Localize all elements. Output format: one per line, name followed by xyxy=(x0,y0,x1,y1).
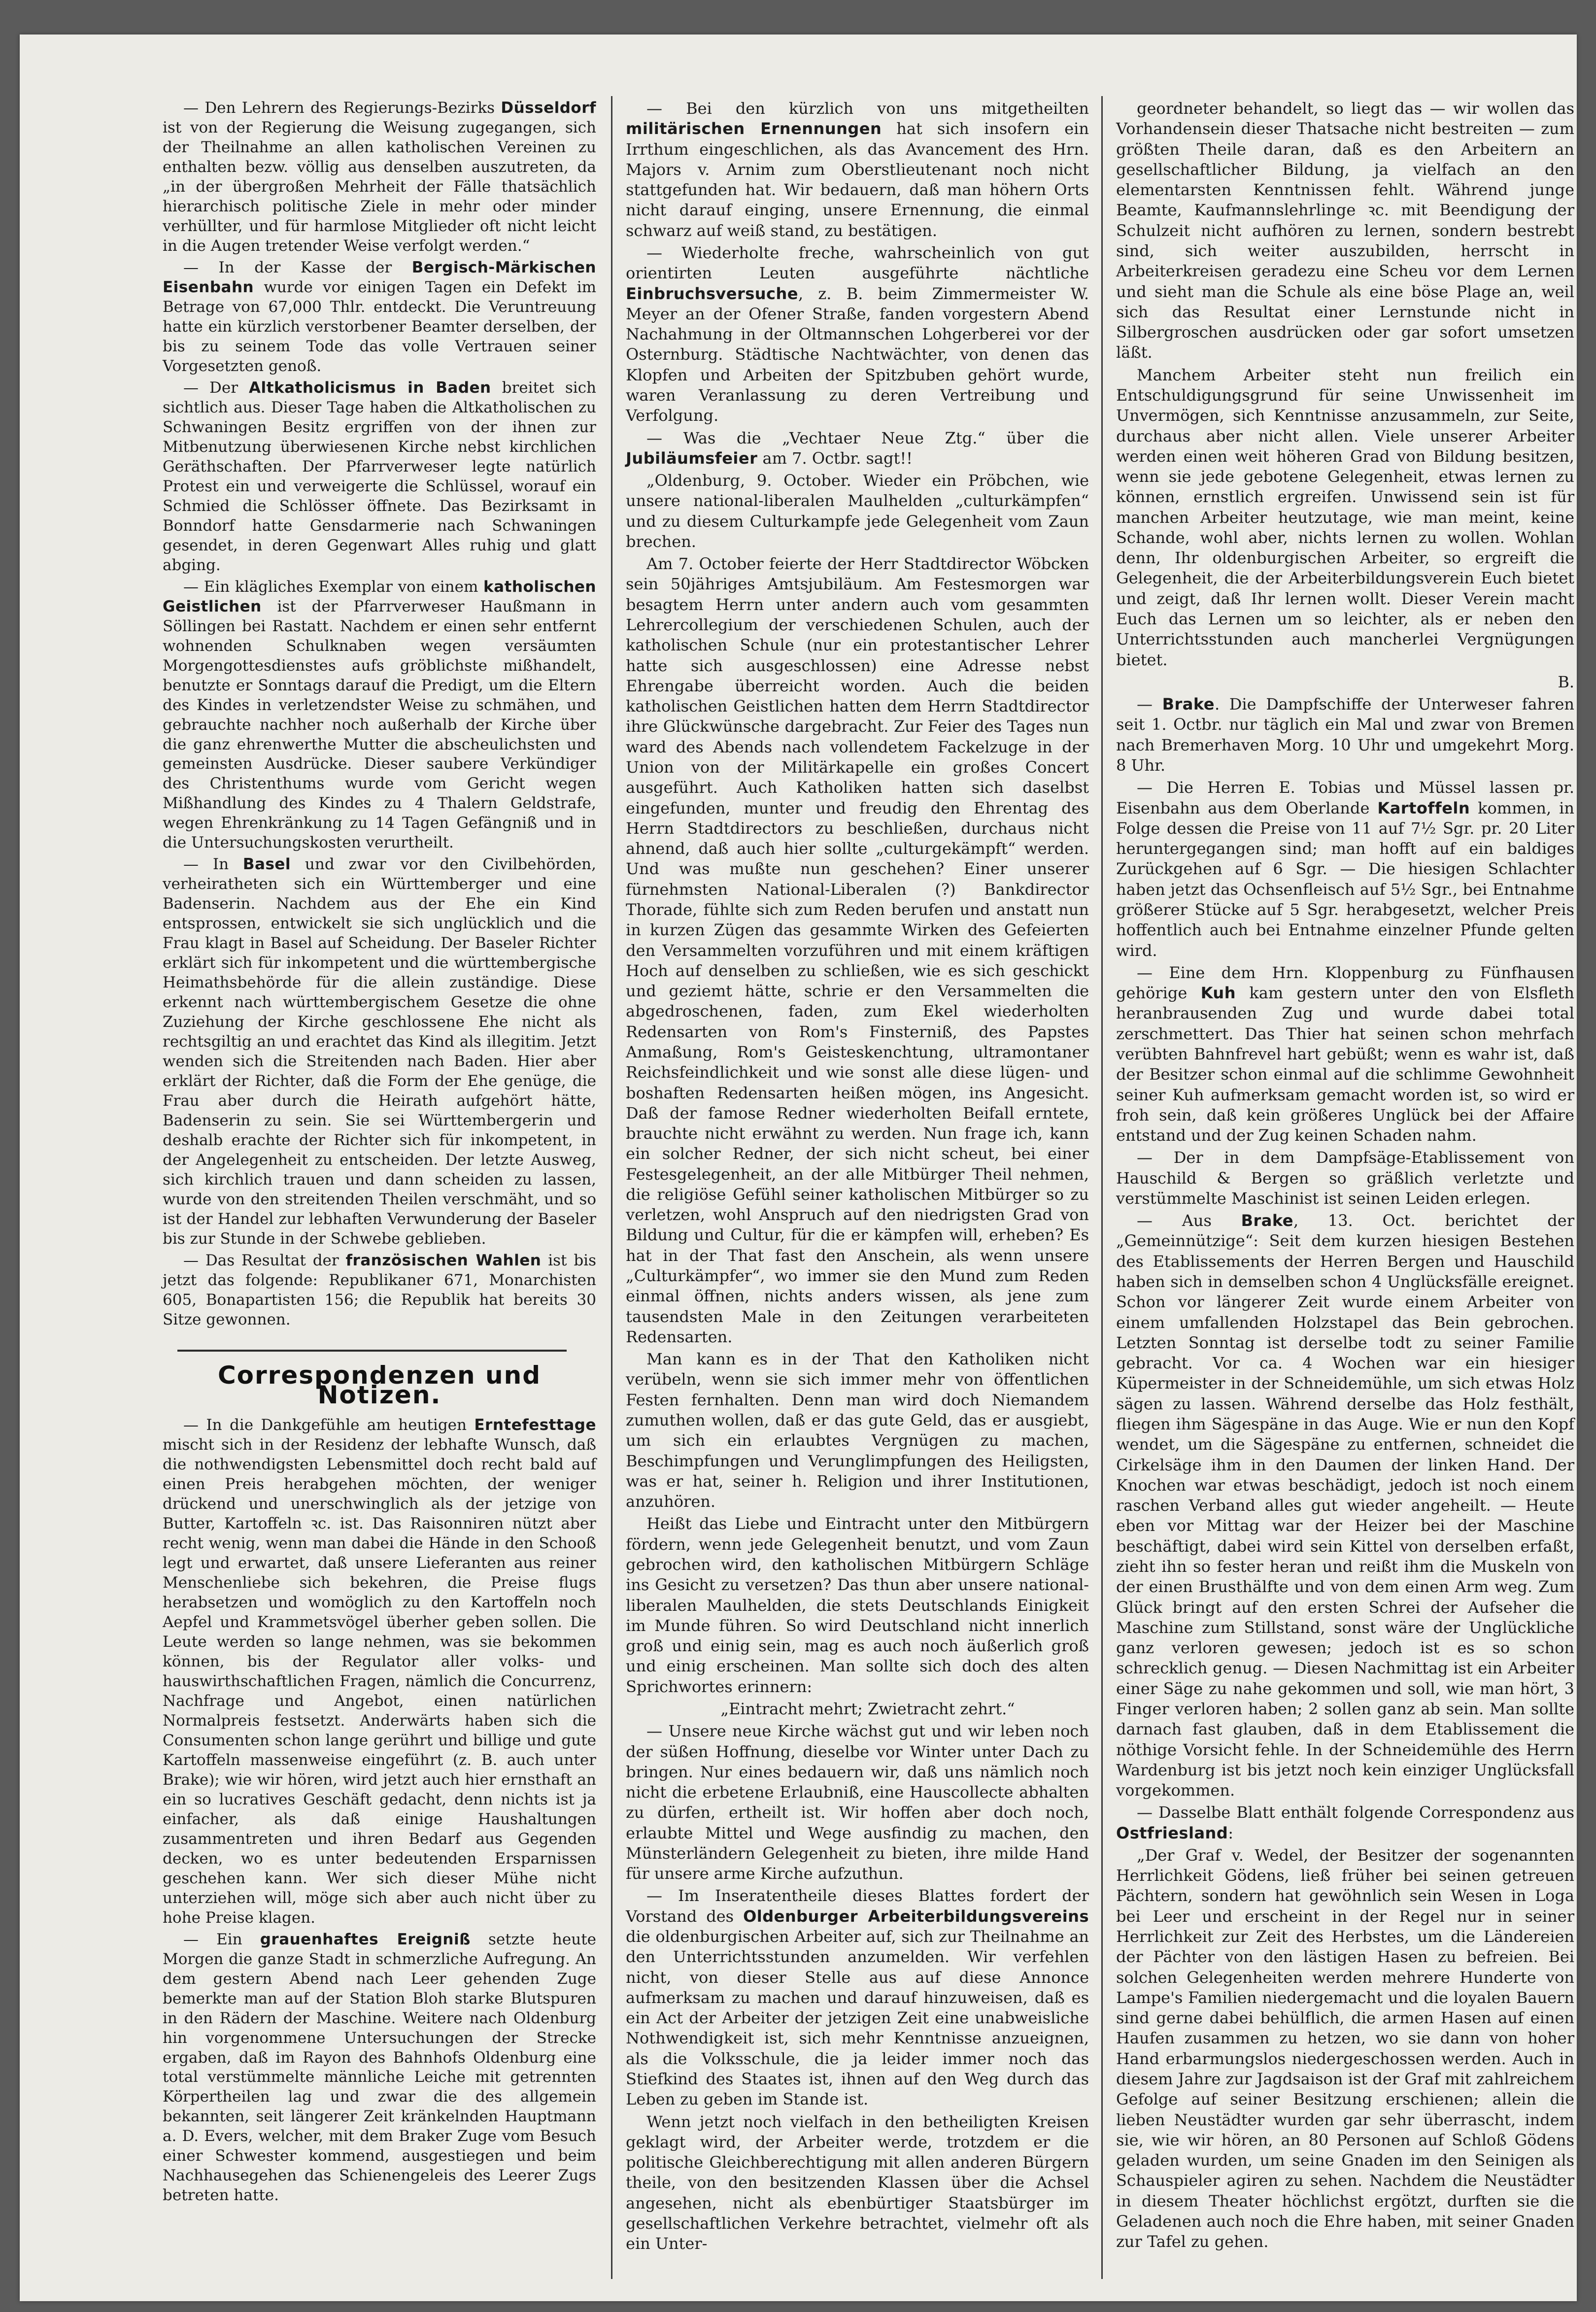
paragraph-text: Am 7. October feierte der Herr Stadtdirector Wöbcken sein 50jähriges Amtsjubiläum. Am Festesmorgen war besagtem Herrn unter andern auch vom gesammten Lehrercollegium der verschiedenen Schulen, auch der katholischen Schule (nur ein protestantischer Lehrer hatte sich ausgeschlossen) eine Adresse nebst Ehrengabe überreicht worden. Auch die beiden katholischen Geistlichen hatten dem Herrn Stadtdirector ihre Glückwünsche dargebracht. Zur Feier des Tages nun ward des Abends nach vollendetem Fackelzuge in der Union von der Militärkapelle ein großes Concert ausgeführt. Auch Katholiken hatten sich daselbst eingefunden, munter und freudig den Ehrentag des Herrn Stadtdirectors zu beschließen, durchaus nicht ahnend, daß auch hier sollte „culturgekämpft“ werden. Und was mußte nun geschehen? Einer unserer fürnehmsten National-Liberalen (?) Bankdirector Thorade, fühlte sich zum Reden berufen und anstatt nun in kurzen Zügen das gesammte Wirken des Gefeierten den Versammelten vorzuführen und mit einem kräftigen Hoch auf denselben zu schließen, wie es sich geschickt und geziemt hätte, schrie er den Versammelten die abgedroschenen, faden, zum Ekel wiederholten Redensarten von Rom's Finsterniß, des Papstes Anmaßung, Rom's Geisteskenchtung, ultramontaner Reichsfeindlichkeit und wie sonst alle diese lügen- und boshaften Redensarten heißen mögen, ins Angesicht. Daß der famose Redner wiederholten Beifall erntete, brauchte nicht erwähnt zu werden. Nun frage ich, kann ein solcher Redner, der sich nicht scheut, bei einer Festesgelegenheit, an der alle Mitbürger Theil nehmen, die religiöse Gefühl seiner katholischen Mitbürger so zu verletzen, wohl Anspruch auf den niedrigsten Grad von Bildung und Cultur, für die er kämpfen will, erheben? Es hat in der That fast den Anschein, als wenn unsere „Culturkämpfer“, wo immer sie den Mund zum Reden einmal öffnen, nichts anders wissen, als jene zum tausendsten Male in den Zeitungen verarbeiteten Redensarten. xyxy=(626,554,1089,1346)
paragraph-text: hat sich insofern ein Irrthum eingeschlichen, als das Avancement des Hrn. Majors v. Arnim zum Oberstlieutenant noch nicht stattgefunden hat. Wir bedauern, daß man höhern Orts nicht darauf einging, unsere Ernennung, die einmal schwarz auf weiß stand, zu bestätigen. xyxy=(626,119,1089,240)
paragraph-headline: Jubiläumsfeier xyxy=(626,448,758,468)
paragraph-intro: — xyxy=(1137,695,1162,714)
article-paragraph xyxy=(163,578,596,853)
paragraph-intro: — Aus xyxy=(1137,1211,1241,1230)
article-paragraph xyxy=(1116,694,1574,776)
column-3 xyxy=(1116,99,1574,2277)
article-paragraph xyxy=(626,471,1089,552)
article-paragraph xyxy=(1116,963,1574,1146)
paragraph-text: , 13. Oct. berichtet der „Gemeinnützige“: Seit dem kurzen hiesigen Bestehen des Etablissements der Herren Bergen und Hauschild haben sich in demselben schon 4 Unglücksfälle ereignet. Schon vor längerer Zeit wurde einem Arbeiter von einem umfallenden Holzstapel das Bein gebrochen. Letzten Sonntag ist derselbe todt zu seiner Familie gebracht. Vor ca. 4 Wochen war ein hiesiger Küpermeister in der Schneidemühle, um sich etwas Holz sägen zu lassen. Während derselbe das Holz festhält, fliegen ihm Sägespäne in das Auge. Wie er nun den Kopf wendet, um die Sägespäne zu entfernen, schneidet die Cirkelsäge ihm in den Daumen der linken Hand. Der Knochen war etwas beschädigt, jedoch ist noch einem raschen Verband alles gut wieder angeheilt. — Heute eben vor Mittag war der Heizer bei der Maschine beschäftigt, dabei wird sein Kittel von derselben erfaßt, zieht ihn so fester heran und reißt ihm die Muskeln von der einen Brusthälfte und von dem einen Arm weg. Zum Glück bringt auf den ersten Schrei der Aufseher die Maschine zum Stillstand, sonst wäre der Unglückliche ganz verloren gewesen; jedoch ist es so schon schrecklich genug. — Diesen Nachmittag ist ein Arbeiter einer Säge zu nahe gekommen und soll, wie man hört, 3 Finger verloren haben; 2 sollen ganz ab sein. Man sollte darnach fast glauben, daß in dem Etablissement die nöthige Vorsicht fehle. In der Schneidemühle des Herrn Wardenburg ist bis jetzt noch kein einziger Unglücksfall vorgekommen. xyxy=(1116,1211,1574,1800)
paragraph-intro: — In der Kasse der xyxy=(183,258,412,276)
paragraph-intro: — Das Resultat der xyxy=(183,1252,346,1270)
article-paragraph xyxy=(1116,672,1574,692)
section-title: Correspondenzen und Notizen. xyxy=(217,1361,542,1410)
paragraph-text: geordneter behandelt, so liegt das — wir wollen das Vorhandensein dieser Thatsache nicht bestreiten — zum größten Theile daran, daß es den Arbeitern an gesellschaftlicher Bildung, ja vielfach an den elementarsten Kenntnissen fehlt. Während junge Beamte, Kaufmannslehrlinge ꝛc. mit Beendigung der Schulzeit nicht aufhören zu lernen, sondern bestrebt sind, sich weiter auszubilden, herrscht in Arbeiterkreisen geradezu eine Scheu vor dem Lernen und sieht man die Schule als eine böse Plage an, weil sich das Resultat einer Lernstunde nicht in Silbergroschen ausdrücken oder gar sofort umsetzen läßt. xyxy=(1116,99,1574,362)
paragraph-text: Manchem Arbeiter steht nun freilich ein Entschuldigungsgrund für seine Unwissenheit im Unvermögen, sich Kenntnisse anzusammeln, zur Seite, durchaus aber nicht allen. Viele unserer Arbeiter werden einen weit höheren Grad von Bildung besitzen, wenn sie jede gebotene Gelegenheit, etwas lernen zu können, ernstlich ergreifen. Unwissend sein ist für manchen Arbeiter heutzutage, wie man meint, keine Schande, wohl aber, nichts lernen zu wollen. Wohlan denn, Ihr oldenburgischen Arbeiter, so ergreift die Gelegenheit, die der Arbeiterbildungsverein Euch bietet und zeigt, daß Ihr lernen wollt. Dieser Verein macht Euch das Lernen um so leichter, als er neben den Unterrichtsstunden auch mancherlei Vergnügungen bietet. xyxy=(1116,365,1574,669)
article-paragraph xyxy=(163,378,596,576)
article-paragraph xyxy=(626,1721,1089,1884)
paragraph-headline: grauenhaftes Ereigniß xyxy=(260,1930,471,1948)
paragraph-headline: Oldenburger Arbeiterbildungsvereins xyxy=(743,1906,1089,1926)
paragraph-headline: militärischen Ernennungen xyxy=(626,119,882,138)
article-paragraph xyxy=(1116,365,1574,670)
paragraph-text: Man kann es in der That den Katholiken nicht verübeln, wenn sie sich immer mehr von öffentlichen Festen fernhalten. Denn man wird doch Niemandem zumuthen wollen, daß er das gute Geld, das er ausgiebt, um sich ein erlaubtes Vergnügen zu machen, Beschimpfungen und Verunglimpfungen des Heiligsten, was er hat, seiner h. Religion und ihrer Institutionen, anzuhören. xyxy=(626,1350,1089,1511)
paragraph-headline: Erntefesttage xyxy=(474,1416,596,1434)
article-paragraph xyxy=(163,1930,596,2206)
paragraph-text: „Eintracht mehrt; Zwietracht zehrt.“ xyxy=(720,1699,1015,1718)
paragraph-text: und zwar vor den Civilbehörden, verheiratheten sich ein Württemberger und eine Badenserin. Nachdem aus der Ehe ein Kind entsprossen, entwickelt sie sich unglücklich und die Frau klagt in Basel auf Scheidung. Der Baseler Richter erklärt sich für inkompetent und die württembergische Heimathsbehörde für die allein zuständige. Diese erkennt nach württembergischem Gesetze die ohne Zuziehung der Kirche geschlossene Ehe nicht als rechtsgiltig an und erachtet das Kind als illegitim. Jetzt wenden sich die Streitenden nach Baden. Hier aber erklärt der Richter, daß die Form der Ehe genüge, die Frau aber durch die Heirath aufgehört hätte, Badenserin zu sein. Sie sei Württembergerin und deshalb erachte der Richter sich für inkompetent, in der Angelegenheit zu entscheiden. Der letzte Ausweg, sich kirchlich trauen und dann scheiden zu lassen, wurde von den streitenden Theilen verschmäht, und so ist der Handel zur lebhaften Verwunderung der Baseler bis zur Stunde in der Schwebe geblieben. xyxy=(163,855,596,1248)
article-paragraph xyxy=(1116,1845,1574,2252)
paragraph-text: Heißt das Liebe und Eintracht unter den Mitbürgern fördern, wenn jede Gelegenheit benutzt, und vom Zaun gebrochen wird, den katholischen Mitbürgern Schläge ins Gesicht zu versetzen? Das thun aber unsere national-liberalen Maulhelden, die stets Deutschlands Einigkeit im Munde führen. So wird Deutschland nicht innerlich groß und einig sein, mag es auch noch äußerlich groß und einig erscheinen. Man sollte sich doch des alten Sprichwortes erinnern: xyxy=(626,1514,1089,1696)
paragraph-intro: — Was die „Vechtaer Neue Ztg.“ über die xyxy=(646,428,1089,447)
paragraph-headline: Basel xyxy=(242,855,291,874)
paragraph-text: wurde vor einigen Tagen ein Defekt im Betrage von 67,000 Thlr. entdeckt. Die Veruntreuung hatte ein kürzlich verstorbener Beamter derselben, der bis zu seinem Tode das volle Vertrauen seiner Vorgesetzten genoß. xyxy=(163,278,596,375)
article-paragraph xyxy=(626,2112,1089,2254)
article-paragraph xyxy=(1116,1802,1574,1843)
article-paragraph xyxy=(626,554,1089,1347)
paragraph-text: ist bis jetzt das folgende: Republikaner 671, Monarchisten 605, Bonapartisten 156; die Republik hat bereits 30 Sitze gewonnen. xyxy=(163,1252,597,1329)
paragraph-headline: französischen Wahlen xyxy=(345,1252,542,1270)
paragraph-text: , z. B. beim Zimmermeister W. Meyer an der Ofener Straße, fanden vorgestern Abend Nachahmung in der Oltmannschen Lohgerberei vor der Osternburg. Städtische Nachtwächter, von denen das Klopfen und Arbeiten der Spitzbuben gehört wurde, waren Veranlassung zu deren Vertreibung und Verfolgung. xyxy=(626,284,1089,425)
paragraph-intro: — Die Herren E. Tobias und Müssel lassen pr. Eisenbahn aus dem Oberlande xyxy=(1116,778,1574,817)
section-divider xyxy=(177,1350,567,1352)
newspaper-page xyxy=(20,34,1577,2301)
paragraph-intro: — In xyxy=(183,855,243,874)
article-paragraph xyxy=(626,1514,1089,1697)
paragraph-text: kam gestern unter den von Elsfleth heranbrausenden Zug und wurde dabei total zerschmettert. Das Thier hat seinen schon mehrfach verübten Bahnfrevel hart gebüßt; wenn es wahr ist, daß der Besitzer schon einmal auf die schlimme Gewohnheit seiner Kuh aufmerksam gemacht worden ist, so wird er froh sein, daß kein größeres Unglück bei der Affaire entstand und der Zug keinen Schaden nahm. xyxy=(1116,984,1575,1145)
paragraph-headline: Kartoffeln xyxy=(1377,798,1470,817)
article-paragraph xyxy=(1116,99,1574,363)
paragraph-headline: Altkatholicismus in Baden xyxy=(249,378,491,397)
article-paragraph xyxy=(626,99,1089,241)
paragraph-headline: Einbruchsversuche xyxy=(626,284,798,303)
paragraph-intro: — Ein xyxy=(183,1930,260,1948)
paragraph-text: . Die Dampfschiffe der Unterweser fahren seit 1. Octbr. nur täglich ein Mal und zwar von Bremen nach Bremerhaven Morg. 10 Uhr und umgekehrt Morg. 8 Uhr. xyxy=(1116,695,1575,775)
column-2 xyxy=(626,99,1089,2277)
paragraph-headline: Düsseldorf xyxy=(501,99,596,117)
article-paragraph xyxy=(626,428,1089,469)
paragraph-text: Wenn jetzt noch vielfach in den betheiligten Kreisen geklagt wird, der Arbeiter werde, trotzdem er die politische Gleichberechtigung mit allen anderen Bürgern theile, von den besitzenden Klassen über die Achsel angesehen, nicht als ebenbürtiger Staatsbürger im gesellschaftlichen Verkehre betrachtet, vielmehr oft als ein Unter- xyxy=(626,2112,1089,2253)
paragraph-headline: Brake xyxy=(1241,1211,1293,1230)
article-paragraph xyxy=(163,99,596,256)
paragraph-headline: Brake xyxy=(1162,695,1215,714)
paragraph-text: B. xyxy=(1558,672,1574,691)
column-rule xyxy=(611,96,612,2279)
article-paragraph xyxy=(163,258,596,376)
paragraph-intro: — Dasselbe Blatt enthält folgende Correspondenz aus xyxy=(1137,1803,1574,1822)
article-paragraph xyxy=(626,1349,1089,1512)
paragraph-text: die oldenburgischen Arbeiter auf, sich zur Theilnahme an den Unterrichtsstunden anzumelden. Wir verfehlen nicht, von dieser Stelle aus auf diese Annonce aufmerksam zu machen und darauf hinzuweisen, daß es ein Act der Arbeiter der jetzigen Zeit eine unabweisliche Nothwendigkeit ist, sich mehr Kenntnisse anzueignen, als die Volksschule, die ja leider immer noch das Stiefkind des Staates ist, ihnen auf den Weg durch das Leben zu geben im Stande ist. xyxy=(626,1927,1089,2109)
paragraph-text: ist von der Regierung die Weisung zugegangen, sich der Theilnahme an allen katholischen Vereinen zu enthalten bezw. völlig aus denselben auszutreten, da „in der übergroßen Mehrheit der Fälle thatsächlich hierarchisch politische Ziele in mehr oder minder verhüllter, und für harmlose Mitglieder oft nicht leicht in die Augen tretender Weise verfolgt werden.“ xyxy=(163,118,596,255)
article-paragraph xyxy=(163,1251,596,1330)
paragraph-intro: — Ein klägliches Exemplar von einem xyxy=(183,578,484,596)
paragraph-headline: Bergisch-Märkischen Eisenbahn xyxy=(163,258,596,296)
paragraph-text: setzte heute Morgen die ganze Stadt in schmerzliche Aufregung. An dem gestern Abend nach Leer gehenden Zuge bemerkte man auf der Station Bloh starke Blutspuren in den Rädern der Maschine. Weitere nach Oldenburg hin vorgenommene Untersuchungen der Strecke ergaben, daß im Rayon des Bahnhofs Oldenburg eine total verstümmelte männliche Leiche mit getrennten Körpertheilen lag und zwar die des allgemein bekannten, seit längerer Zeit kränkelnden Hauptmann a. D. Evers, welcher, mit dem Braker Zuge vom Besuch einer Schwester kommend, ausgestiegen und beim Nachhausegehen das Schienengeleis des Leerer Zugs betreten hatte. xyxy=(163,1930,597,2205)
paragraph-intro: — Der in dem Dampfsäge-Etablissement von Hauschild & Bergen so gräßlich verletzte und verstümmelte Maschinist ist seinen Leiden erlegen. xyxy=(1116,1148,1574,1208)
paragraph-text: breitet sich sichtlich aus. Dieser Tage haben die Altkatholischen zu Schwaningen Besitz ergriffen von der ihnen zur Mitbenutzung überwiesenen Kirche nebst kirchlichen Geräthschaften. Der Pfarrverweser legte natürlich Protest ein und verweigerte die Schlüssel, worauf ein Schmied die Schlösser öffnete. Das Bezirksamt in Bonndorf hatte Gensdarmerie nach Schwaningen gesendet, in deren Gegenwart Alles ruhig und glatt abging. xyxy=(163,378,596,574)
paragraph-text: : xyxy=(1228,1823,1233,1842)
paragraph-headline: katholischen Geistlichen xyxy=(163,578,596,615)
paragraph-headline: Kuh xyxy=(1200,984,1236,1003)
article-paragraph xyxy=(1116,1211,1574,1801)
paragraph-text: kommen, in Folge dessen die Preise von 11 auf 7½ Sgr. pr. 20 Liter heruntergegangen sind; man hofft auf ein baldiges Zurückgehen auf 6 Sgr. — Die hiesigen Schlachter haben jetzt das Ochsenfleisch auf 5½ Sgr., bei Entnahme größerer Stücke auf 5 Sgr. herabgesetzt, welcher Preis hoffentlich auch bei Entnahme einzelner Pfunde gelten wird. xyxy=(1116,798,1575,960)
paragraph-intro: — Der xyxy=(183,378,249,397)
paragraph-headline: Ostfriesland xyxy=(1116,1823,1228,1842)
article-paragraph xyxy=(163,855,596,1249)
paragraph-text: „Oldenburg, 9. October. Wieder ein Pröbchen, wie unsere national-liberalen Maulhelden „culturkämpfen“ und zu diesem Culturkampfe jede Gelegenheit vom Zaun brechen. xyxy=(626,471,1089,551)
paragraph-intro: — Bei den kürzlich von uns mitgetheilten xyxy=(646,99,1089,118)
paragraph-intro: — In die Dankgefühle am heutigen xyxy=(183,1416,475,1434)
article-paragraph xyxy=(626,1886,1089,2109)
article-paragraph xyxy=(1116,778,1574,961)
column-rule xyxy=(1101,96,1103,2279)
article-paragraph xyxy=(163,1416,596,1928)
paragraph-intro: — Wiederholte freche, wahrscheinlich von gut orientirten Leuten ausgeführte nächtliche xyxy=(626,243,1089,283)
paragraph-text: mischt sich in der Residenz der lebhafte Wunsch, daß die nothwendigsten Lebensmittel doch recht bald auf einen Preis herabgehen möchten, der weniger drückend und unerschwinglich als der jetzige von Butter, Kartoffeln ꝛc. ist. Das Raisonniren nützt aber recht wenig, wenn man dabei die Hände in den Schooß legt und erwartet, daß unsere Lieferanten aus reiner Menschenliebe sich bekehren, die Preise flugs herabsetzen und womöglich zu den Kartoffeln noch Aepfel und Krammetsvögel überher geben sollen. Die Leute werden so lange nehmen, was sie bekommen können, bis der Regulator aller volks- und hauswirthschaftlichen Fragen, nämlich die Concurrenz, Nachfrage und Angebot, einen natürlichen Normalpreis festsetzt. Anderwärts haben sich die Consumenten schon lange gerührt und billige und gute Kartoffeln massenweise eingeführt (z. B. auch unter Brake); wie wir hören, wird jetzt auch hier ernsthaft an ein so lucratives Geschäft gedacht, denn nichts ist ja einfacher, als daß einige Haushaltungen zusammentreten und ihren Bedarf aus Gegenden decken, wo es unter bedeutenden Ersparnissen geschehen kann. Wer sich dieser Mühe nicht unterziehen will, möge sich aber auch nicht über zu hohe Preise klagen. xyxy=(163,1435,596,1927)
article-paragraph xyxy=(626,243,1089,426)
paragraph-intro: — Den Lehrern des Regierungs-Bezirks xyxy=(183,99,501,117)
paragraph-text: am 7. Octbr. sagt!! xyxy=(757,448,913,468)
paragraph-text: ist der Pfarrverweser Haußmann in Söllingen bei Rastatt. Nachdem er einen sehr entfernt wohnenden Schulknaben wegen versäumten Morgengottesdienstes aufs gröblichste mißhandelt, benutzte er Sonntags darauf die Predigt, um die Eltern des Kindes in verletzendster Weise zu schmähen, und gebrauchte nachher noch außerhalb der Kirche über die ganz ehrenwerthe Mutter die abscheulichsten und gemeinsten Ausdrücke. Dieser saubere Verkündiger des Christenthums wurde vom Gericht wegen Mißhandlung des Kindes zu 4 Thalern Geldstrafe, wegen Ehrenkränkung zu 14 Tagen Gefängniß und in die Untersuchungskosten verurtheilt. xyxy=(163,597,596,852)
paragraph-text: „Der Graf v. Wedel, der Besitzer der sogenannten Herrlichkeit Gödens, ließ früher bei seinen getreuen Pächtern, sondern hat gewöhnlich sein Wesen in Loga bei Leer und erscheint in der Regel nur in seiner Herrlichkeit zur Zeit des Herbstes, um die Ländereien der Pächter von den lästigen Hasen zu befreien. Bei solchen Gelegenheiten werden mehrere Hunderte von Lampe's Familien niedergemacht und die loyalen Bauern sind gerne dabei behülflich, die armen Hasen auf einen Haufen zusammen zu hetzen, wo sie dann von hoher Hand erbarmungslos niedergeschossen werden. Auch in diesem Jahre zur Jagdsaison ist der Graf mit zahlreichem Gefolge auf seiner Besitzung erschienen; allein die lieben Neustädter wurden gar sehr überrascht, indem sie, wie wir hören, an 80 Personen auf Schloß Gödens geladen wurden, um seine Gnaden im den Seinigen als Schauspieler agiren zu sehen. Nachdem die Neustädter in diesem Theater höchlichst ergötzt, durften sie die Geladenen auch noch die Ehre haben, mit seiner Gnaden zur Tafel zu gehen. xyxy=(1116,1845,1574,2251)
paragraph-intro: — Im Inseratentheile dieses Blattes fordert der Vorstand des xyxy=(626,1886,1089,1926)
paragraph-intro: — Unsere neue Kirche wächst gut und wir leben noch der süßen Hoffnung, dieselbe vor Winter unter Dach zu bringen. Nur eines bedauern wir, daß uns nämlich noch nicht die erbetene Erlaubniß, eine Hauscollecte abhalten zu dürfen, ertheilt ist. Wir hoffen aber doch noch, erlaubte Mittel und Wege ausfindig zu machen, den Münsterländern Gelegenheit zu bieten, ihre milde Hand für unsere arme Kirche aufzuthun. xyxy=(626,1722,1089,1883)
article-paragraph xyxy=(626,1699,1089,1719)
column-1 xyxy=(163,99,596,2277)
paragraph-intro: — Eine dem Hrn. Kloppenburg zu Fünfhausen gehörige xyxy=(1116,963,1574,1003)
article-paragraph xyxy=(1116,1148,1574,1209)
